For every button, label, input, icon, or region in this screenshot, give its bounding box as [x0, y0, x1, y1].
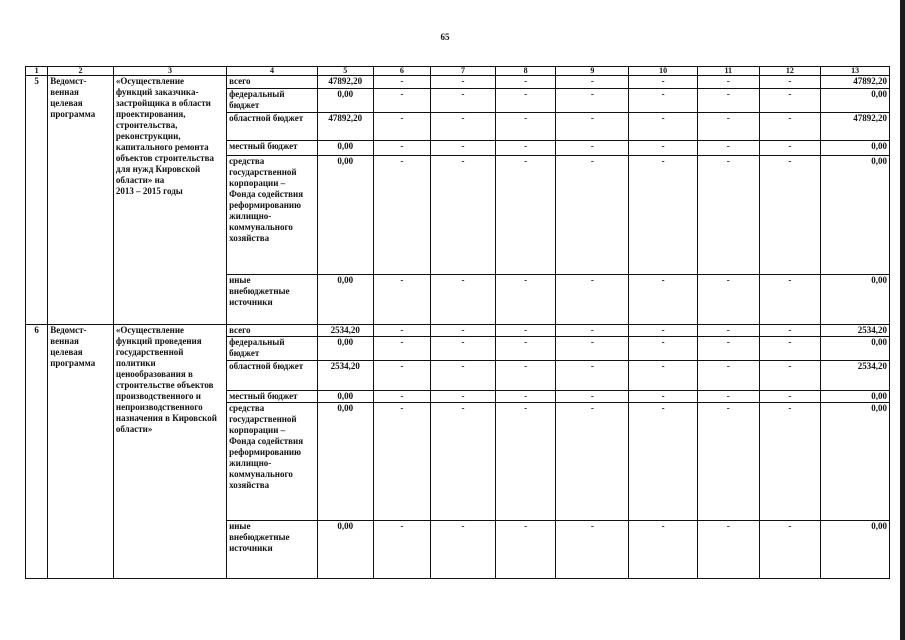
dash-cell: - [629, 89, 698, 113]
amount-cell: 47892,20 [318, 76, 374, 89]
dash-cell: - [556, 521, 629, 579]
funding-source: всего [227, 76, 318, 89]
dash-cell: - [556, 275, 629, 325]
amount-cell: 0,00 [318, 391, 374, 403]
amount-cell: 0,00 [821, 403, 890, 521]
dash-cell: - [629, 361, 698, 391]
amount-cell: 0,00 [821, 156, 890, 275]
funding-source: всего [227, 325, 318, 337]
amount-cell: 0,00 [821, 275, 890, 325]
dash-cell: - [759, 521, 821, 579]
dash-cell: - [373, 361, 431, 391]
dash-cell: - [556, 403, 629, 521]
dash-cell: - [495, 391, 556, 403]
funding-source: иные внебюджетные источники [227, 275, 318, 325]
dash-cell: - [759, 76, 821, 89]
dash-cell: - [373, 76, 431, 89]
dash-cell: - [629, 113, 698, 141]
col-header-8: 8 [495, 67, 556, 76]
col-header-1: 1 [26, 67, 48, 76]
dash-cell: - [629, 391, 698, 403]
dash-cell: - [373, 325, 431, 337]
dash-cell: - [556, 141, 629, 156]
dash-cell: - [759, 337, 821, 361]
dash-cell: - [373, 141, 431, 156]
budget-table [25, 66, 890, 579]
dash-cell: - [697, 337, 759, 361]
col-header-2: 2 [48, 67, 114, 76]
dash-cell: - [373, 521, 431, 579]
dash-cell: - [697, 403, 759, 521]
dash-cell: - [697, 361, 759, 391]
col-header-4: 4 [227, 67, 318, 76]
amount-cell: 0,00 [821, 141, 890, 156]
dash-cell: - [759, 141, 821, 156]
dash-cell: - [759, 325, 821, 337]
dash-cell: - [431, 325, 496, 337]
dash-cell: - [495, 275, 556, 325]
dash-cell: - [431, 113, 496, 141]
dash-cell: - [629, 325, 698, 337]
table-body [26, 76, 890, 579]
dash-cell: - [629, 76, 698, 89]
dash-cell: - [759, 113, 821, 141]
header-row [26, 67, 890, 76]
dash-cell: - [629, 403, 698, 521]
dash-cell: - [431, 337, 496, 361]
funding-source: областной бюджет [227, 113, 318, 141]
dash-cell: - [697, 141, 759, 156]
dash-cell: - [697, 275, 759, 325]
dash-cell: - [495, 156, 556, 275]
dash-cell: - [373, 113, 431, 141]
amount-cell: 47892,20 [821, 76, 890, 89]
amount-cell: 0,00 [318, 156, 374, 275]
dash-cell: - [629, 156, 698, 275]
page-number: 65 [440, 32, 450, 42]
dash-cell: - [431, 275, 496, 325]
dash-cell: - [495, 337, 556, 361]
amount-cell: 0,00 [318, 337, 374, 361]
amount-cell: 0,00 [821, 521, 890, 579]
amount-cell: 0,00 [318, 275, 374, 325]
dash-cell: - [759, 275, 821, 325]
amount-cell: 0,00 [821, 391, 890, 403]
scan-edge [900, 0, 905, 640]
section-type: Ведомст- венная целевая программа [48, 325, 114, 579]
amount-cell: 2534,20 [318, 325, 374, 337]
amount-cell: 2534,20 [821, 361, 890, 391]
dash-cell: - [495, 521, 556, 579]
col-header-3: 3 [113, 67, 226, 76]
dash-cell: - [697, 521, 759, 579]
dash-cell: - [495, 325, 556, 337]
dash-cell: - [629, 141, 698, 156]
amount-cell: 47892,20 [318, 113, 374, 141]
dash-cell: - [556, 391, 629, 403]
dash-cell: - [697, 76, 759, 89]
dash-cell: - [495, 361, 556, 391]
dash-cell: - [697, 113, 759, 141]
dash-cell: - [373, 391, 431, 403]
section-type: Ведомст- венная целевая программа [48, 76, 114, 325]
amount-cell: 0,00 [821, 337, 890, 361]
dash-cell: - [495, 113, 556, 141]
dash-cell: - [495, 76, 556, 89]
amount-cell: 0,00 [318, 89, 374, 113]
funding-source: местный бюджет [227, 391, 318, 403]
dash-cell: - [556, 337, 629, 361]
dash-cell: - [431, 89, 496, 113]
table-row [26, 325, 890, 337]
dash-cell: - [759, 361, 821, 391]
dash-cell: - [556, 76, 629, 89]
dash-cell: - [629, 521, 698, 579]
funding-source: областной бюджет [227, 361, 318, 391]
amount-cell: 2534,20 [318, 361, 374, 391]
dash-cell: - [431, 156, 496, 275]
dash-cell: - [431, 76, 496, 89]
dash-cell: - [556, 156, 629, 275]
section-number: 5 [26, 76, 48, 325]
dash-cell: - [697, 156, 759, 275]
dash-cell: - [759, 89, 821, 113]
dash-cell: - [431, 521, 496, 579]
amount-cell: 0,00 [821, 89, 890, 113]
dash-cell: - [556, 89, 629, 113]
col-header-9: 9 [556, 67, 629, 76]
section-number: 6 [26, 325, 48, 579]
dash-cell: - [431, 141, 496, 156]
col-header-13: 13 [821, 67, 890, 76]
funding-source: средства государственной корпорации – Фонда содействия реформированию жилищно- коммунального хозяйства [227, 403, 318, 521]
dash-cell: - [629, 275, 698, 325]
dash-cell: - [373, 337, 431, 361]
dash-cell: - [431, 391, 496, 403]
funding-source: федеральный бюджет [227, 89, 318, 113]
section-name: «Осуществление функций проведения государственной политики ценообразования в строительстве объектов производственного и непроизводственного назначения в Кировской области» [113, 325, 226, 579]
dash-cell: - [697, 325, 759, 337]
col-header-11: 11 [697, 67, 759, 76]
amount-cell: 0,00 [318, 521, 374, 579]
col-header-6: 6 [373, 67, 431, 76]
dash-cell: - [431, 361, 496, 391]
amount-cell: 2534,20 [821, 325, 890, 337]
section-name: «Осуществление функций заказчика- застройщика в области проектирования, строительства, реконструкции, капитального ремонта объектов строительства для нужд Кировской области» на 2013 – 2015 годы [113, 76, 226, 325]
col-header-7: 7 [431, 67, 496, 76]
table-row [26, 76, 890, 89]
dash-cell: - [697, 89, 759, 113]
col-header-10: 10 [629, 67, 698, 76]
dash-cell: - [373, 403, 431, 521]
dash-cell: - [697, 391, 759, 403]
dash-cell: - [629, 337, 698, 361]
dash-cell: - [556, 361, 629, 391]
dash-cell: - [556, 325, 629, 337]
funding-source: местный бюджет [227, 141, 318, 156]
dash-cell: - [556, 113, 629, 141]
dash-cell: - [373, 156, 431, 275]
dash-cell: - [373, 89, 431, 113]
amount-cell: 47892,20 [821, 113, 890, 141]
dash-cell: - [495, 141, 556, 156]
dash-cell: - [759, 391, 821, 403]
col-header-12: 12 [759, 67, 821, 76]
dash-cell: - [373, 275, 431, 325]
funding-source: иные внебюджетные источники [227, 521, 318, 579]
funding-source: федеральный бюджет [227, 337, 318, 361]
amount-cell: 0,00 [318, 141, 374, 156]
dash-cell: - [495, 403, 556, 521]
funding-source: средства государственной корпорации – Фонда содействия реформированию жилищно- коммунального хозяйства [227, 156, 318, 275]
dash-cell: - [431, 403, 496, 521]
amount-cell: 0,00 [318, 403, 374, 521]
dash-cell: - [759, 403, 821, 521]
col-header-5: 5 [318, 67, 374, 76]
dash-cell: - [759, 156, 821, 275]
dash-cell: - [495, 89, 556, 113]
